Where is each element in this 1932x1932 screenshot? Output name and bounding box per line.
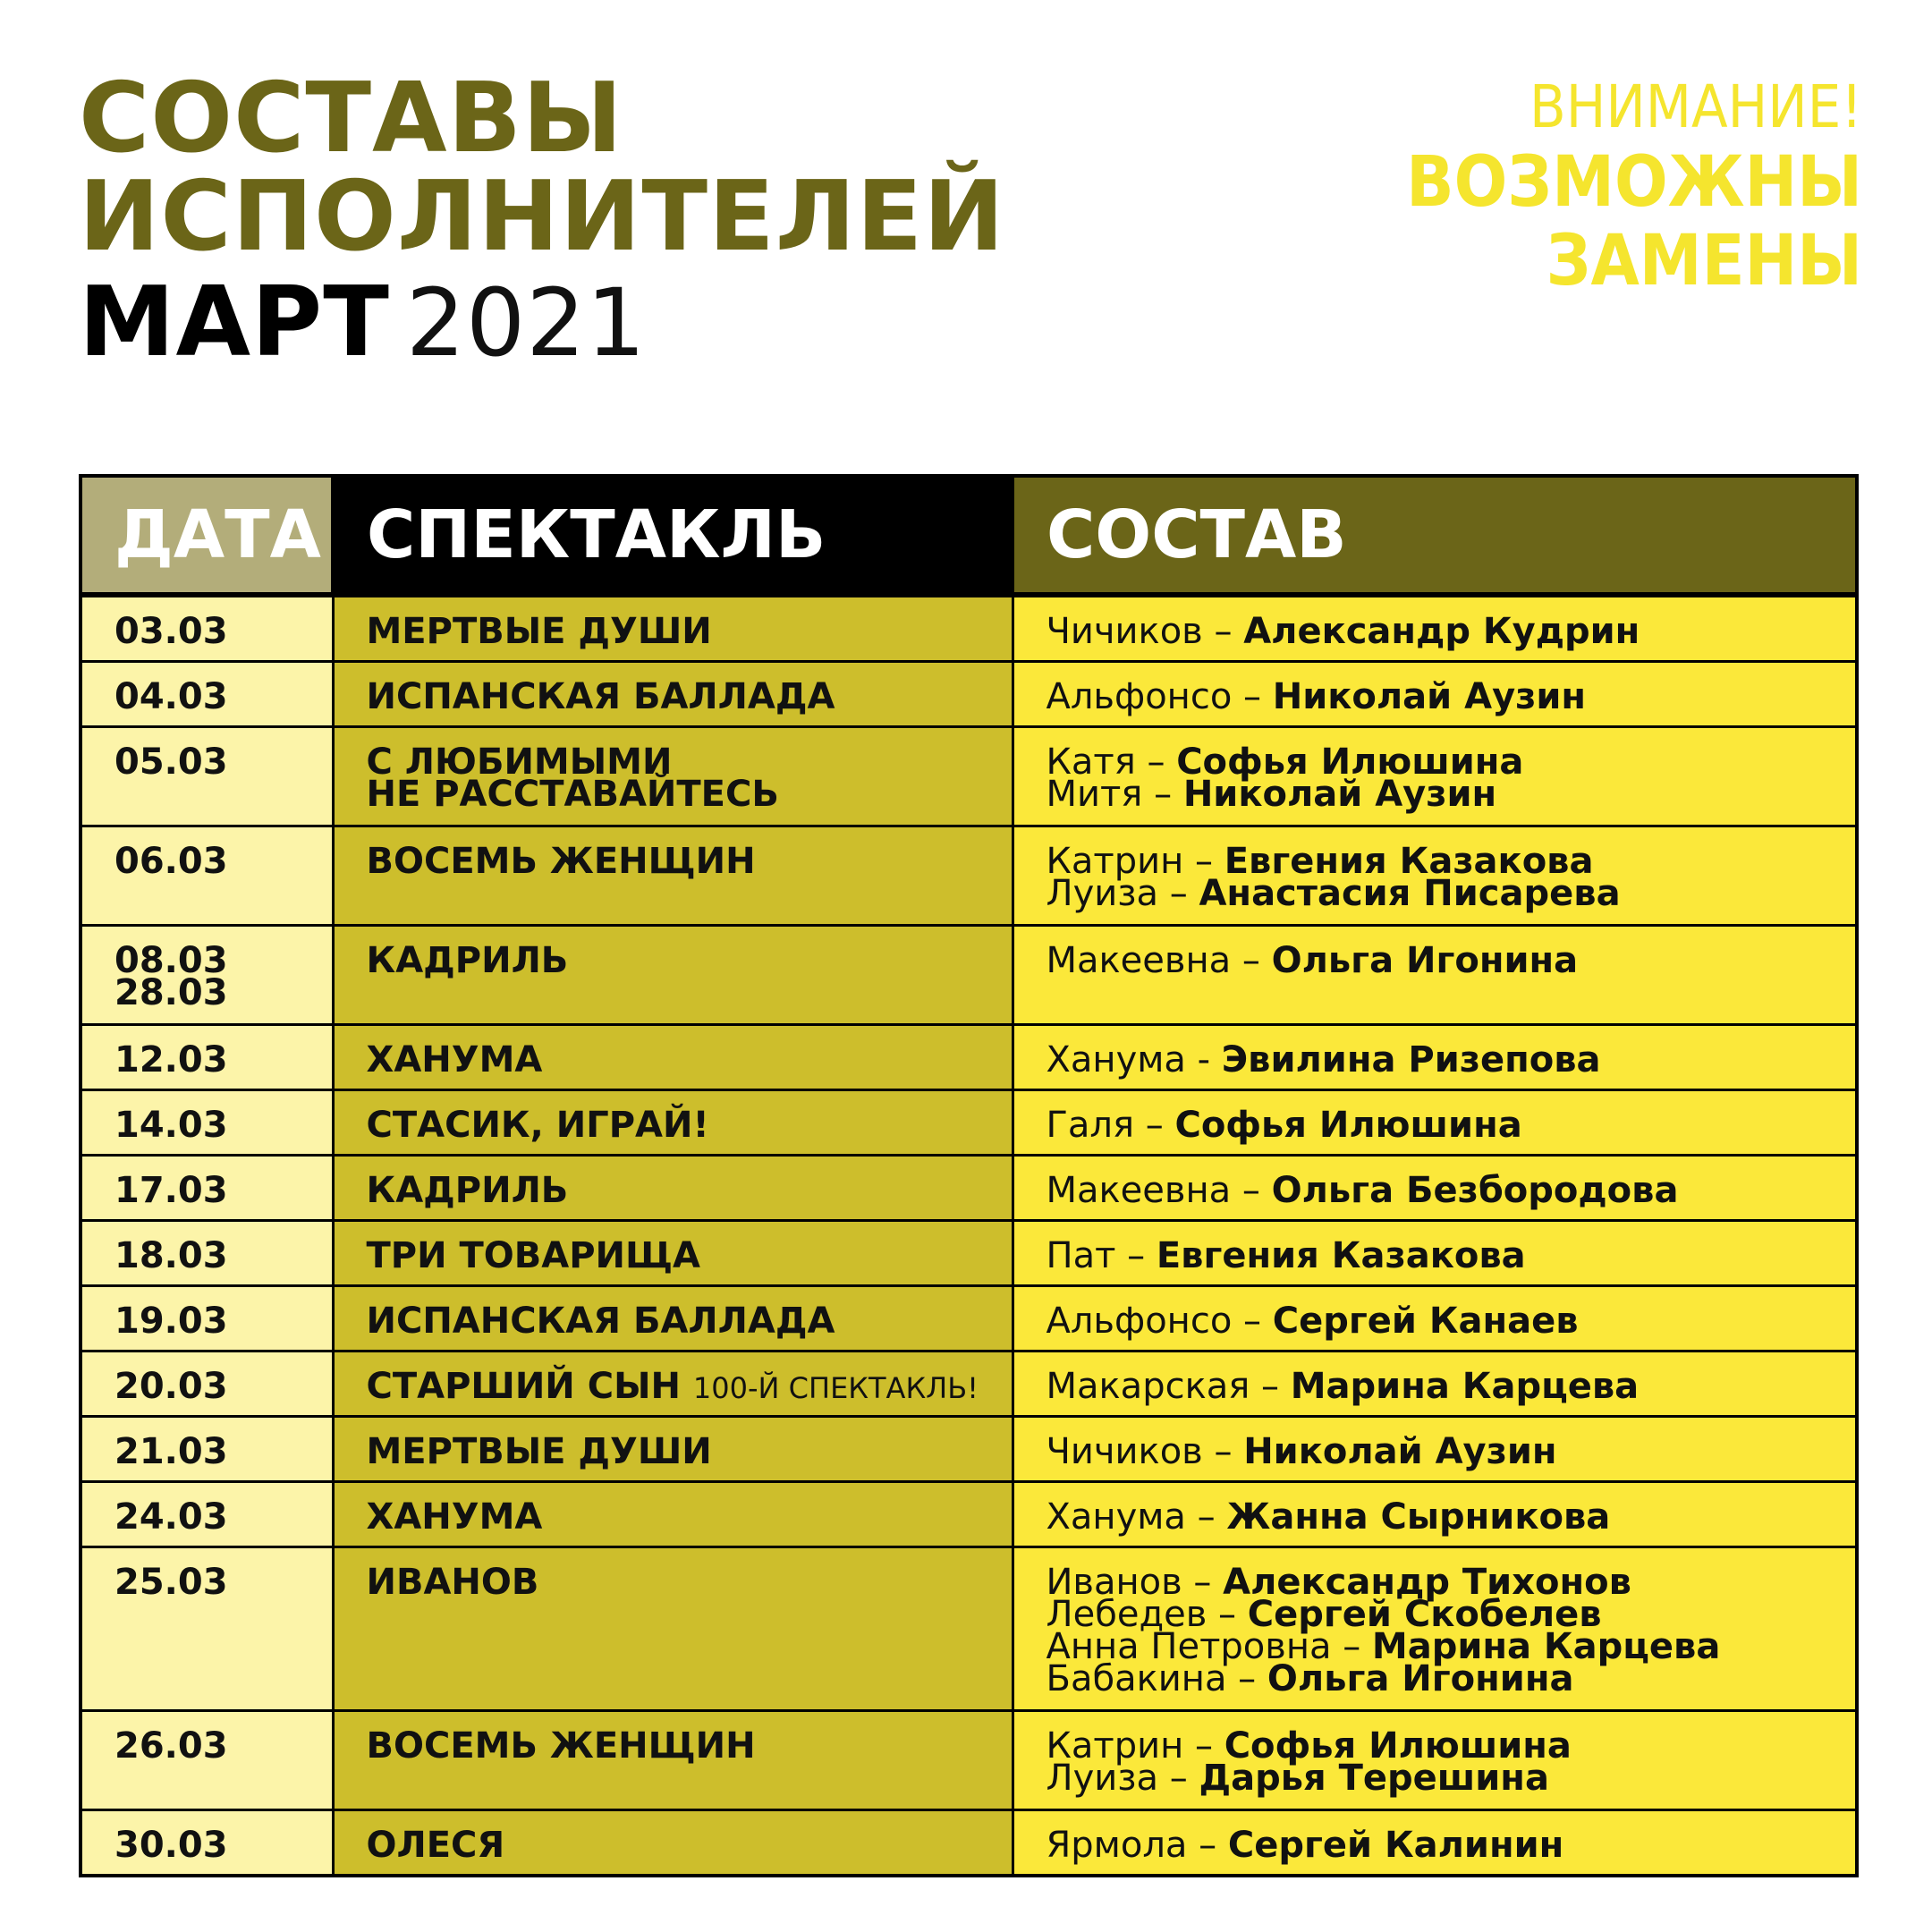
date-cell bbox=[80, 1090, 333, 1156]
table-row bbox=[80, 1482, 1857, 1547]
cast-role: Луиза – bbox=[1046, 1758, 1199, 1799]
table-row bbox=[80, 926, 1857, 1025]
cast-actor: Евгения Казакова bbox=[1224, 841, 1594, 882]
play-cell bbox=[333, 1711, 1013, 1810]
date-text: 04.03 bbox=[114, 676, 228, 717]
warning-line-3: ЗАМЕНЫ bbox=[1546, 221, 1862, 301]
play-note: 100-Й СПЕКТАКЛЬ! bbox=[692, 1371, 979, 1405]
play-title: КАДРИЛЬ bbox=[366, 940, 569, 981]
play-cell bbox=[333, 1810, 1013, 1877]
date-text: 08.03 bbox=[114, 940, 228, 981]
play-title: МЕРТВЫЕ ДУШИ bbox=[366, 1431, 712, 1472]
table-row bbox=[80, 1156, 1857, 1221]
table-row bbox=[80, 1286, 1857, 1352]
cast-role: Чичиков – bbox=[1046, 611, 1244, 652]
cast-actor: Софья Илюшина bbox=[1176, 741, 1524, 783]
date-text: 21.03 bbox=[114, 1431, 228, 1472]
cast-actor: Сергей Калинин bbox=[1227, 1825, 1564, 1866]
play-cell bbox=[333, 1025, 1013, 1090]
cast-line bbox=[1046, 1105, 1847, 1146]
warning-line-1: ВНИМАНИЕ! bbox=[1529, 72, 1862, 141]
cast-cell bbox=[1013, 1352, 1857, 1417]
title-month-line bbox=[79, 267, 1005, 378]
cast-role: Лебедев – bbox=[1046, 1594, 1248, 1635]
date-cell bbox=[80, 826, 333, 926]
cast-line bbox=[1046, 1496, 1847, 1538]
table-row bbox=[80, 1221, 1857, 1286]
cast-line bbox=[1046, 1658, 1847, 1699]
cast-role: Анна Петровна – bbox=[1046, 1626, 1372, 1667]
table-row bbox=[80, 826, 1857, 926]
cast-actor: Сергей Скобелев bbox=[1247, 1594, 1602, 1635]
page-title bbox=[79, 63, 1005, 378]
play-title: ИВАНОВ bbox=[366, 1562, 539, 1603]
date-text: 03.03 bbox=[114, 611, 228, 652]
cast-actor: Марина Карцева bbox=[1290, 1366, 1640, 1407]
cast-cell bbox=[1013, 1417, 1857, 1482]
table-row bbox=[80, 1090, 1857, 1156]
cast-line bbox=[1046, 1431, 1847, 1472]
cast-line bbox=[1046, 1366, 1847, 1407]
table-row bbox=[80, 1547, 1857, 1711]
cast-actor: Анастасия Писарева bbox=[1199, 873, 1621, 914]
play-title: КАДРИЛЬ bbox=[366, 1170, 569, 1211]
cast-actor: Ольга Безбородова bbox=[1271, 1170, 1679, 1211]
header-date: ДАТА bbox=[80, 476, 333, 595]
cast-cell bbox=[1013, 1156, 1857, 1221]
play-title: ОЛЕСЯ bbox=[366, 1825, 505, 1866]
cast-actor: Марина Карцева bbox=[1371, 1626, 1721, 1667]
table-row bbox=[80, 1711, 1857, 1810]
header-play: СПЕКТАКЛЬ bbox=[333, 476, 1013, 595]
date-cell bbox=[80, 1221, 333, 1286]
play-cell bbox=[333, 1482, 1013, 1547]
cast-role: Ханума - bbox=[1046, 1039, 1222, 1080]
play-title: ИСПАНСКАЯ БАЛЛАДА bbox=[366, 676, 835, 717]
play-cell bbox=[333, 662, 1013, 727]
cast-role: Луиза – bbox=[1046, 873, 1199, 914]
cast-actor: Александр Кудрин bbox=[1243, 611, 1640, 652]
cast-cell bbox=[1013, 727, 1857, 826]
date-cell bbox=[80, 1286, 333, 1352]
play-title: ТРИ ТОВАРИЩА bbox=[366, 1235, 701, 1276]
play-cell bbox=[333, 1156, 1013, 1221]
date-text: 20.03 bbox=[114, 1366, 228, 1407]
table-row bbox=[80, 595, 1857, 662]
substitution-warning bbox=[1406, 72, 1862, 301]
table-row bbox=[80, 1810, 1857, 1877]
date-cell bbox=[80, 662, 333, 727]
cast-role: Альфонсо – bbox=[1046, 676, 1273, 717]
play-cell bbox=[333, 826, 1013, 926]
play-cell bbox=[333, 595, 1013, 662]
schedule-body bbox=[80, 595, 1857, 1876]
title-line-1: СОСТАВЫ bbox=[79, 63, 623, 174]
play-cell bbox=[333, 1547, 1013, 1711]
cast-cell bbox=[1013, 1025, 1857, 1090]
cast-role: Катя – bbox=[1046, 741, 1177, 783]
cast-line bbox=[1046, 1825, 1847, 1866]
play-title: СТАРШИЙ СЫН 100-Й СПЕКТАКЛЬ! bbox=[366, 1366, 979, 1407]
cast-role: Галя – bbox=[1046, 1105, 1175, 1146]
date-text: 26.03 bbox=[114, 1725, 228, 1767]
cast-role: Ярмола – bbox=[1046, 1825, 1228, 1866]
cast-role: Альфонсо – bbox=[1046, 1301, 1273, 1342]
play-cell bbox=[333, 1417, 1013, 1482]
date-cell bbox=[80, 1711, 333, 1810]
cast-actor: Николай Аузин bbox=[1243, 1431, 1557, 1472]
table-row bbox=[80, 1417, 1857, 1482]
cast-role: Пат – bbox=[1046, 1235, 1157, 1276]
cast-role: Катрин – bbox=[1046, 1725, 1224, 1767]
date-cell bbox=[80, 1025, 333, 1090]
cast-line bbox=[1046, 940, 1847, 981]
play-title: ИСПАНСКАЯ БАЛЛАДА bbox=[366, 1301, 835, 1342]
cast-actor: Николай Аузин bbox=[1182, 774, 1497, 815]
table-row bbox=[80, 727, 1857, 826]
cast-actor: Николай Аузин bbox=[1272, 676, 1587, 717]
cast-actor: Софья Илюшина bbox=[1174, 1105, 1522, 1146]
cast-role: Макарская – bbox=[1046, 1366, 1291, 1407]
date-text: 19.03 bbox=[114, 1301, 228, 1342]
cast-role: Макеевна – bbox=[1046, 1170, 1272, 1211]
date-cell bbox=[80, 1417, 333, 1482]
date-text: 12.03 bbox=[114, 1039, 228, 1080]
table-row bbox=[80, 1352, 1857, 1417]
play-title: НЕ РАССТАВАЙТЕСЬ bbox=[366, 774, 779, 815]
cast-role: Иванов – bbox=[1046, 1562, 1224, 1603]
date-text: 24.03 bbox=[114, 1496, 228, 1538]
title-year: 2021 bbox=[405, 268, 647, 377]
cast-line bbox=[1046, 1039, 1847, 1080]
date-text: 17.03 bbox=[114, 1170, 228, 1211]
date-text: 30.03 bbox=[114, 1825, 228, 1866]
play-title: ВОСЕМЬ ЖЕНЩИН bbox=[366, 841, 756, 882]
cast-actor: Евгения Казакова bbox=[1156, 1235, 1526, 1276]
play-title: ХАНУМА bbox=[366, 1496, 543, 1538]
date-text: 06.03 bbox=[114, 841, 228, 882]
date-cell bbox=[80, 1482, 333, 1547]
cast-cell bbox=[1013, 662, 1857, 727]
cast-actor: Сергей Канаев bbox=[1272, 1301, 1579, 1342]
date-text: 05.03 bbox=[114, 741, 228, 783]
play-title: МЕРТВЫЕ ДУШИ bbox=[366, 611, 712, 652]
play-cell bbox=[333, 1221, 1013, 1286]
schedule-table bbox=[79, 474, 1859, 1877]
cast-cell bbox=[1013, 1221, 1857, 1286]
date-cell bbox=[80, 595, 333, 662]
play-cell bbox=[333, 727, 1013, 826]
cast-role: Митя – bbox=[1046, 774, 1183, 815]
cast-actor: Софья Илюшина bbox=[1224, 1725, 1572, 1767]
cast-line bbox=[1046, 873, 1847, 914]
play-cell bbox=[333, 1090, 1013, 1156]
date-cell bbox=[80, 727, 333, 826]
warning-line-2: ВОЗМОЖНЫ bbox=[1406, 142, 1862, 223]
table-row bbox=[80, 662, 1857, 727]
play-title: СТАСИК, ИГРАЙ! bbox=[366, 1105, 709, 1146]
cast-cell bbox=[1013, 1810, 1857, 1877]
date-cell bbox=[80, 1156, 333, 1221]
title-line-2: ИСПОЛНИТЕЛЕЙ bbox=[79, 161, 1005, 273]
cast-role: Бабакина – bbox=[1046, 1658, 1267, 1699]
cast-role: Чичиков – bbox=[1046, 1431, 1244, 1472]
cast-line bbox=[1046, 1235, 1847, 1276]
cast-line bbox=[1046, 774, 1847, 815]
date-cell bbox=[80, 926, 333, 1025]
cast-cell bbox=[1013, 1482, 1857, 1547]
cast-actor: Дарья Терешина bbox=[1199, 1758, 1549, 1799]
date-text: 28.03 bbox=[114, 972, 228, 1013]
cast-actor: Ольга Игонина bbox=[1271, 940, 1579, 981]
cast-actor: Жанна Сырникова bbox=[1226, 1496, 1611, 1538]
play-title: С ЛЮБИМЫМИ bbox=[366, 741, 673, 783]
play-cell bbox=[333, 1286, 1013, 1352]
title-month: МАРТ bbox=[79, 267, 390, 378]
cast-cell bbox=[1013, 926, 1857, 1025]
cast-cell bbox=[1013, 1547, 1857, 1711]
cast-line bbox=[1046, 611, 1847, 652]
play-cell bbox=[333, 1352, 1013, 1417]
date-text: 14.03 bbox=[114, 1105, 228, 1146]
cast-cell bbox=[1013, 1286, 1857, 1352]
cast-role: Ханума – bbox=[1046, 1496, 1227, 1538]
cast-line bbox=[1046, 1301, 1847, 1342]
cast-actor: Эвилина Ризепова bbox=[1221, 1039, 1601, 1080]
date-cell bbox=[80, 1810, 333, 1877]
play-cell bbox=[333, 926, 1013, 1025]
header-cast: СОСТАВ bbox=[1013, 476, 1857, 595]
date-text: 18.03 bbox=[114, 1235, 228, 1276]
cast-role: Макеевна – bbox=[1046, 940, 1272, 981]
cast-actor: Александр Тихонов bbox=[1223, 1562, 1631, 1603]
cast-line bbox=[1046, 1170, 1847, 1211]
date-cell bbox=[80, 1547, 333, 1711]
date-text: 25.03 bbox=[114, 1562, 228, 1603]
date-cell bbox=[80, 1352, 333, 1417]
cast-cell bbox=[1013, 595, 1857, 662]
table-row bbox=[80, 1025, 1857, 1090]
cast-actor: Ольга Игонина bbox=[1267, 1658, 1574, 1699]
cast-role: Катрин – bbox=[1046, 841, 1224, 882]
cast-line bbox=[1046, 676, 1847, 717]
cast-cell bbox=[1013, 1090, 1857, 1156]
play-title: ВОСЕМЬ ЖЕНЩИН bbox=[366, 1725, 756, 1767]
table-header-row bbox=[80, 476, 1857, 595]
play-title: ХАНУМА bbox=[366, 1039, 543, 1080]
cast-line bbox=[1046, 1758, 1847, 1799]
cast-cell bbox=[1013, 826, 1857, 926]
cast-cell bbox=[1013, 1711, 1857, 1810]
